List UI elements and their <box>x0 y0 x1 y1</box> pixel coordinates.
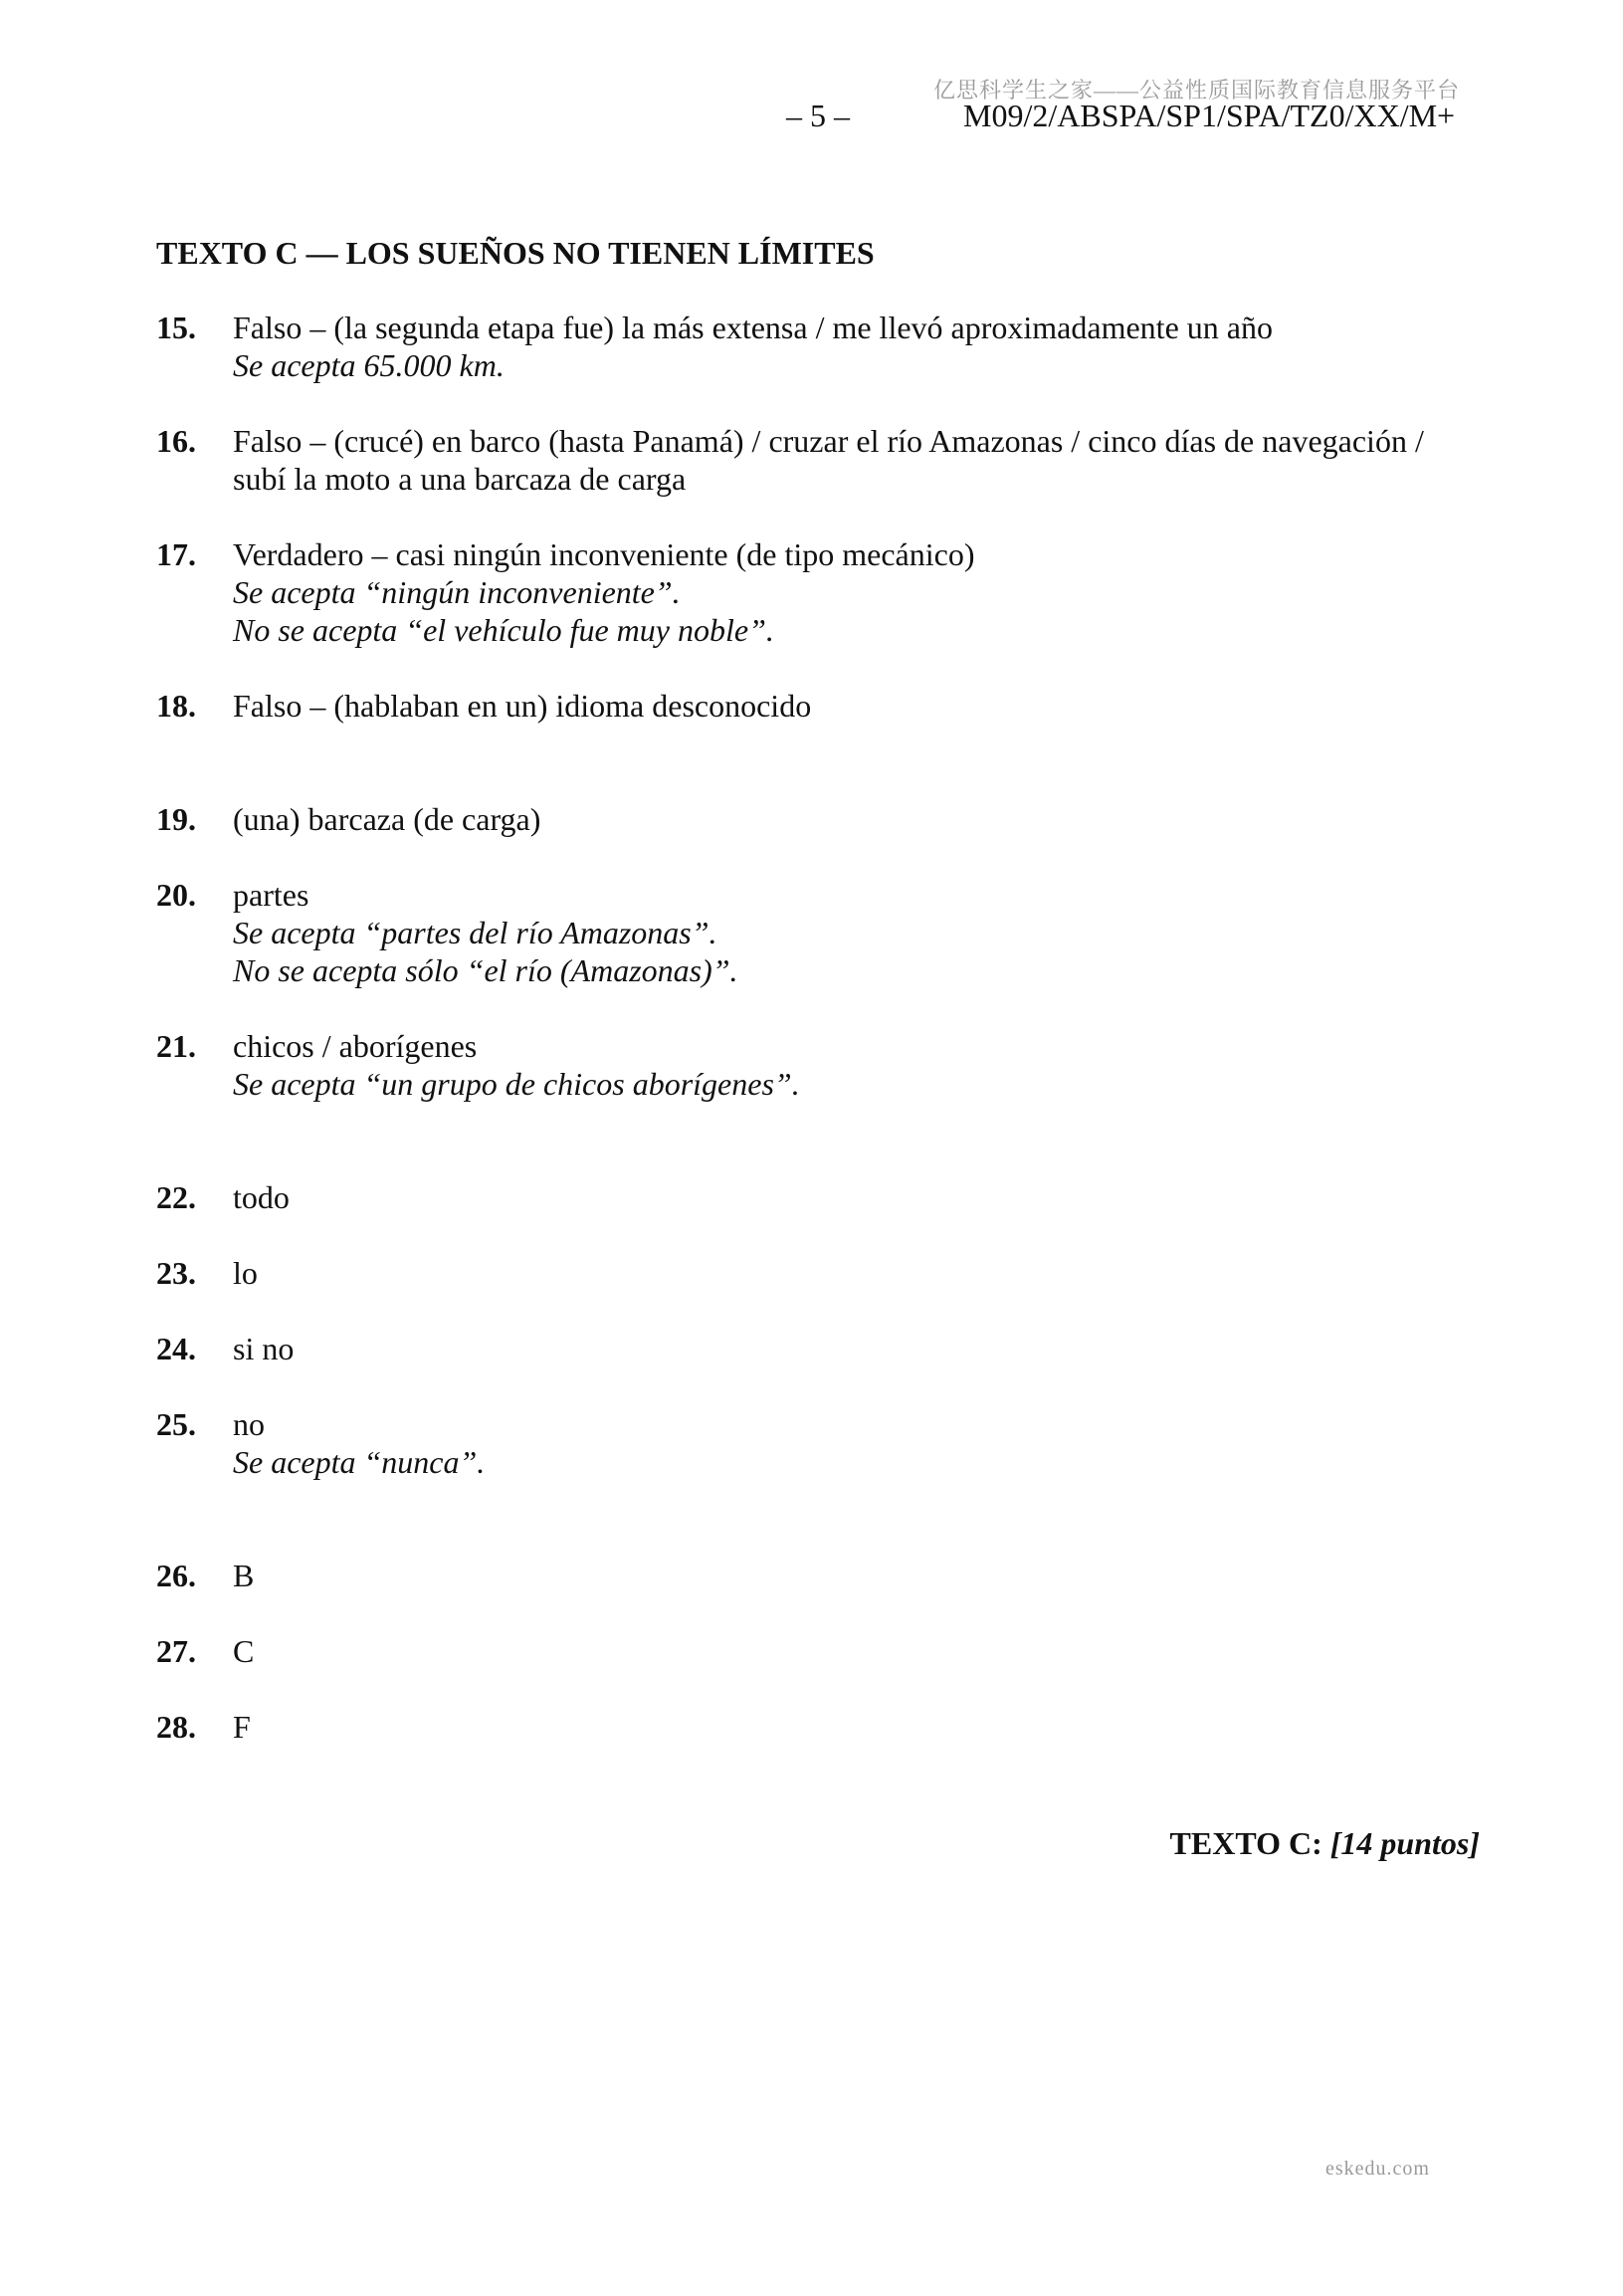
answer-text: si no <box>233 1331 295 1366</box>
answer-number: 21. <box>156 1028 196 1064</box>
answer-body <box>233 687 1556 725</box>
answer-text: subí la moto a una barcaza de carga <box>233 461 687 497</box>
answer-body <box>233 800 1556 838</box>
answer-body <box>233 1632 1556 1670</box>
answer-text: partes <box>233 877 309 913</box>
answer-number: 18. <box>156 688 196 724</box>
answer-note: Se acepta “nunca”. <box>233 1444 486 1480</box>
answer-body <box>233 1254 1556 1292</box>
answer-text: lo <box>233 1255 258 1291</box>
answer-number: 17. <box>156 536 196 572</box>
answer-text: Falso – (crucé) en barco (hasta Panamá) / cruzar el río Amazonas / cinco días de navegación / <box>233 423 1424 459</box>
header-watermark: 亿思科学生之家——公益性质国际教育信息服务平台 <box>933 78 1461 103</box>
answer-text: no <box>233 1406 265 1442</box>
answer-text: (una) barcaza (de carga) <box>233 801 541 837</box>
answer-number: 25. <box>156 1406 196 1442</box>
section-total <box>1170 1825 1480 1862</box>
answer-note: No se acepta “el vehículo fue muy noble”. <box>233 612 774 648</box>
answer-text: chicos / aborígenes <box>233 1028 478 1064</box>
answer-text: B <box>233 1558 255 1593</box>
page-number: – 5 – <box>786 98 850 133</box>
answer-note: Se acepta “ningún inconveniente”. <box>233 574 681 610</box>
answer-text: Falso – (la segunda etapa fue) la más extensa / me llevó aproximadamente un año <box>233 310 1273 345</box>
answer-body <box>233 309 1556 384</box>
total-label: TEXTO C: <box>1169 1825 1322 1861</box>
answer-note: Se acepta “un grupo de chicos aborígenes”. <box>233 1066 800 1102</box>
answer-body <box>233 1178 1556 1216</box>
answer-text: Falso – (hablaban en un) idioma desconocido <box>233 688 812 724</box>
answer-note: Se acepta 65.000 km. <box>233 347 505 383</box>
answer-body <box>233 1330 1556 1367</box>
answer-number: 27. <box>156 1633 196 1669</box>
answer-number: 19. <box>156 801 196 837</box>
answer-number: 28. <box>156 1709 196 1745</box>
answer-note: Se acepta “partes del río Amazonas”. <box>233 915 717 950</box>
answer-number: 23. <box>156 1255 196 1291</box>
document-code: M09/2/ABSPA/SP1/SPA/TZ0/XX/M+ <box>963 98 1456 133</box>
total-points: [14 puntos] <box>1329 1825 1480 1861</box>
footer-watermark: eskedu.com <box>1325 2158 1430 2180</box>
answer-body <box>233 1557 1556 1594</box>
answer-text: Verdadero – casi ningún inconveniente (de tipo mecánico) <box>233 536 975 572</box>
answer-text: C <box>233 1633 255 1669</box>
answer-number: 24. <box>156 1331 196 1366</box>
answer-body <box>233 422 1556 498</box>
answer-number: 22. <box>156 1179 196 1215</box>
answer-body <box>233 1708 1556 1746</box>
answer-text: F <box>233 1709 251 1745</box>
section-title: TEXTO C — LOS SUEÑOS NO TIENEN LÍMITES <box>156 235 875 271</box>
answer-body <box>233 1405 1556 1481</box>
answer-body <box>233 1027 1556 1103</box>
answer-number: 15. <box>156 310 196 345</box>
answer-number: 20. <box>156 877 196 913</box>
answer-number: 26. <box>156 1558 196 1593</box>
answer-body <box>233 876 1556 989</box>
answer-note: No se acepta sólo “el río (Amazonas)”. <box>233 952 738 988</box>
answer-body <box>233 535 1556 649</box>
answer-text: todo <box>233 1179 290 1215</box>
answer-number: 16. <box>156 423 196 459</box>
